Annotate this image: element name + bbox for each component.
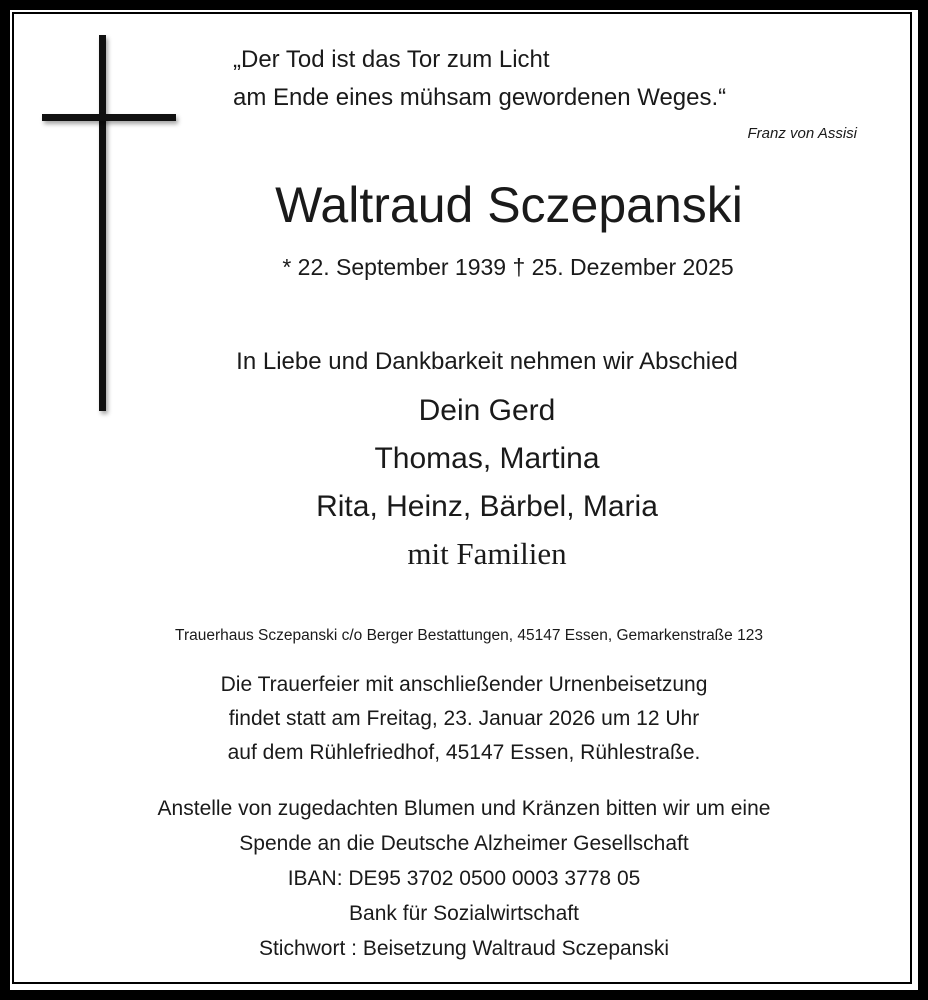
quote-line-1: „Der Tod ist das Tor zum Licht: [233, 46, 550, 73]
deceased-name: Waltraud Sczepanski: [275, 177, 743, 233]
cross-horizontal-bar: [42, 114, 176, 121]
mourning-house-address: Trauerhaus Sczepanski c/o Berger Bestattungen, 45147 Essen, Gemarkenstraße 123: [175, 627, 763, 644]
iban: IBAN: DE95 3702 0500 0003 3778 05: [287, 867, 641, 890]
farewell-text: In Liebe und Dankbarkeit nehmen wir Abschied: [236, 348, 738, 375]
mourner-line: Rita, Heinz, Bärbel, Maria: [316, 490, 658, 523]
ceremony-line: auf dem Rühlefriedhof, 45147 Essen, Rühlestraße.: [227, 741, 701, 764]
donation-line: Spende an die Deutsche Alzheimer Gesellschaft: [239, 832, 689, 855]
donation-keyword: Stichwort : Beisetzung Waltraud Sczepanski: [258, 937, 670, 960]
quote-line-2: am Ende eines mühsam gewordenen Weges.“: [233, 84, 727, 111]
life-dates: * 22. September 1939 † 25. Dezember 2025: [282, 254, 734, 280]
mourner-line: mit Familien: [407, 536, 567, 571]
ceremony-line: findet statt am Freitag, 23. Januar 2026 um 12 Uhr: [228, 707, 700, 730]
quote-author: Franz von Assisi: [747, 125, 857, 142]
donation-line: Anstelle von zugedachten Blumen und Kränzen bitten wir um eine: [157, 797, 771, 820]
ceremony-line: Die Trauerfeier mit anschließender Urnenbeisetzung: [220, 673, 708, 696]
bank-name: Bank für Sozialwirtschaft: [349, 902, 579, 925]
mourner-line: Thomas, Martina: [374, 442, 600, 475]
mourner-line: Dein Gerd: [418, 394, 556, 427]
